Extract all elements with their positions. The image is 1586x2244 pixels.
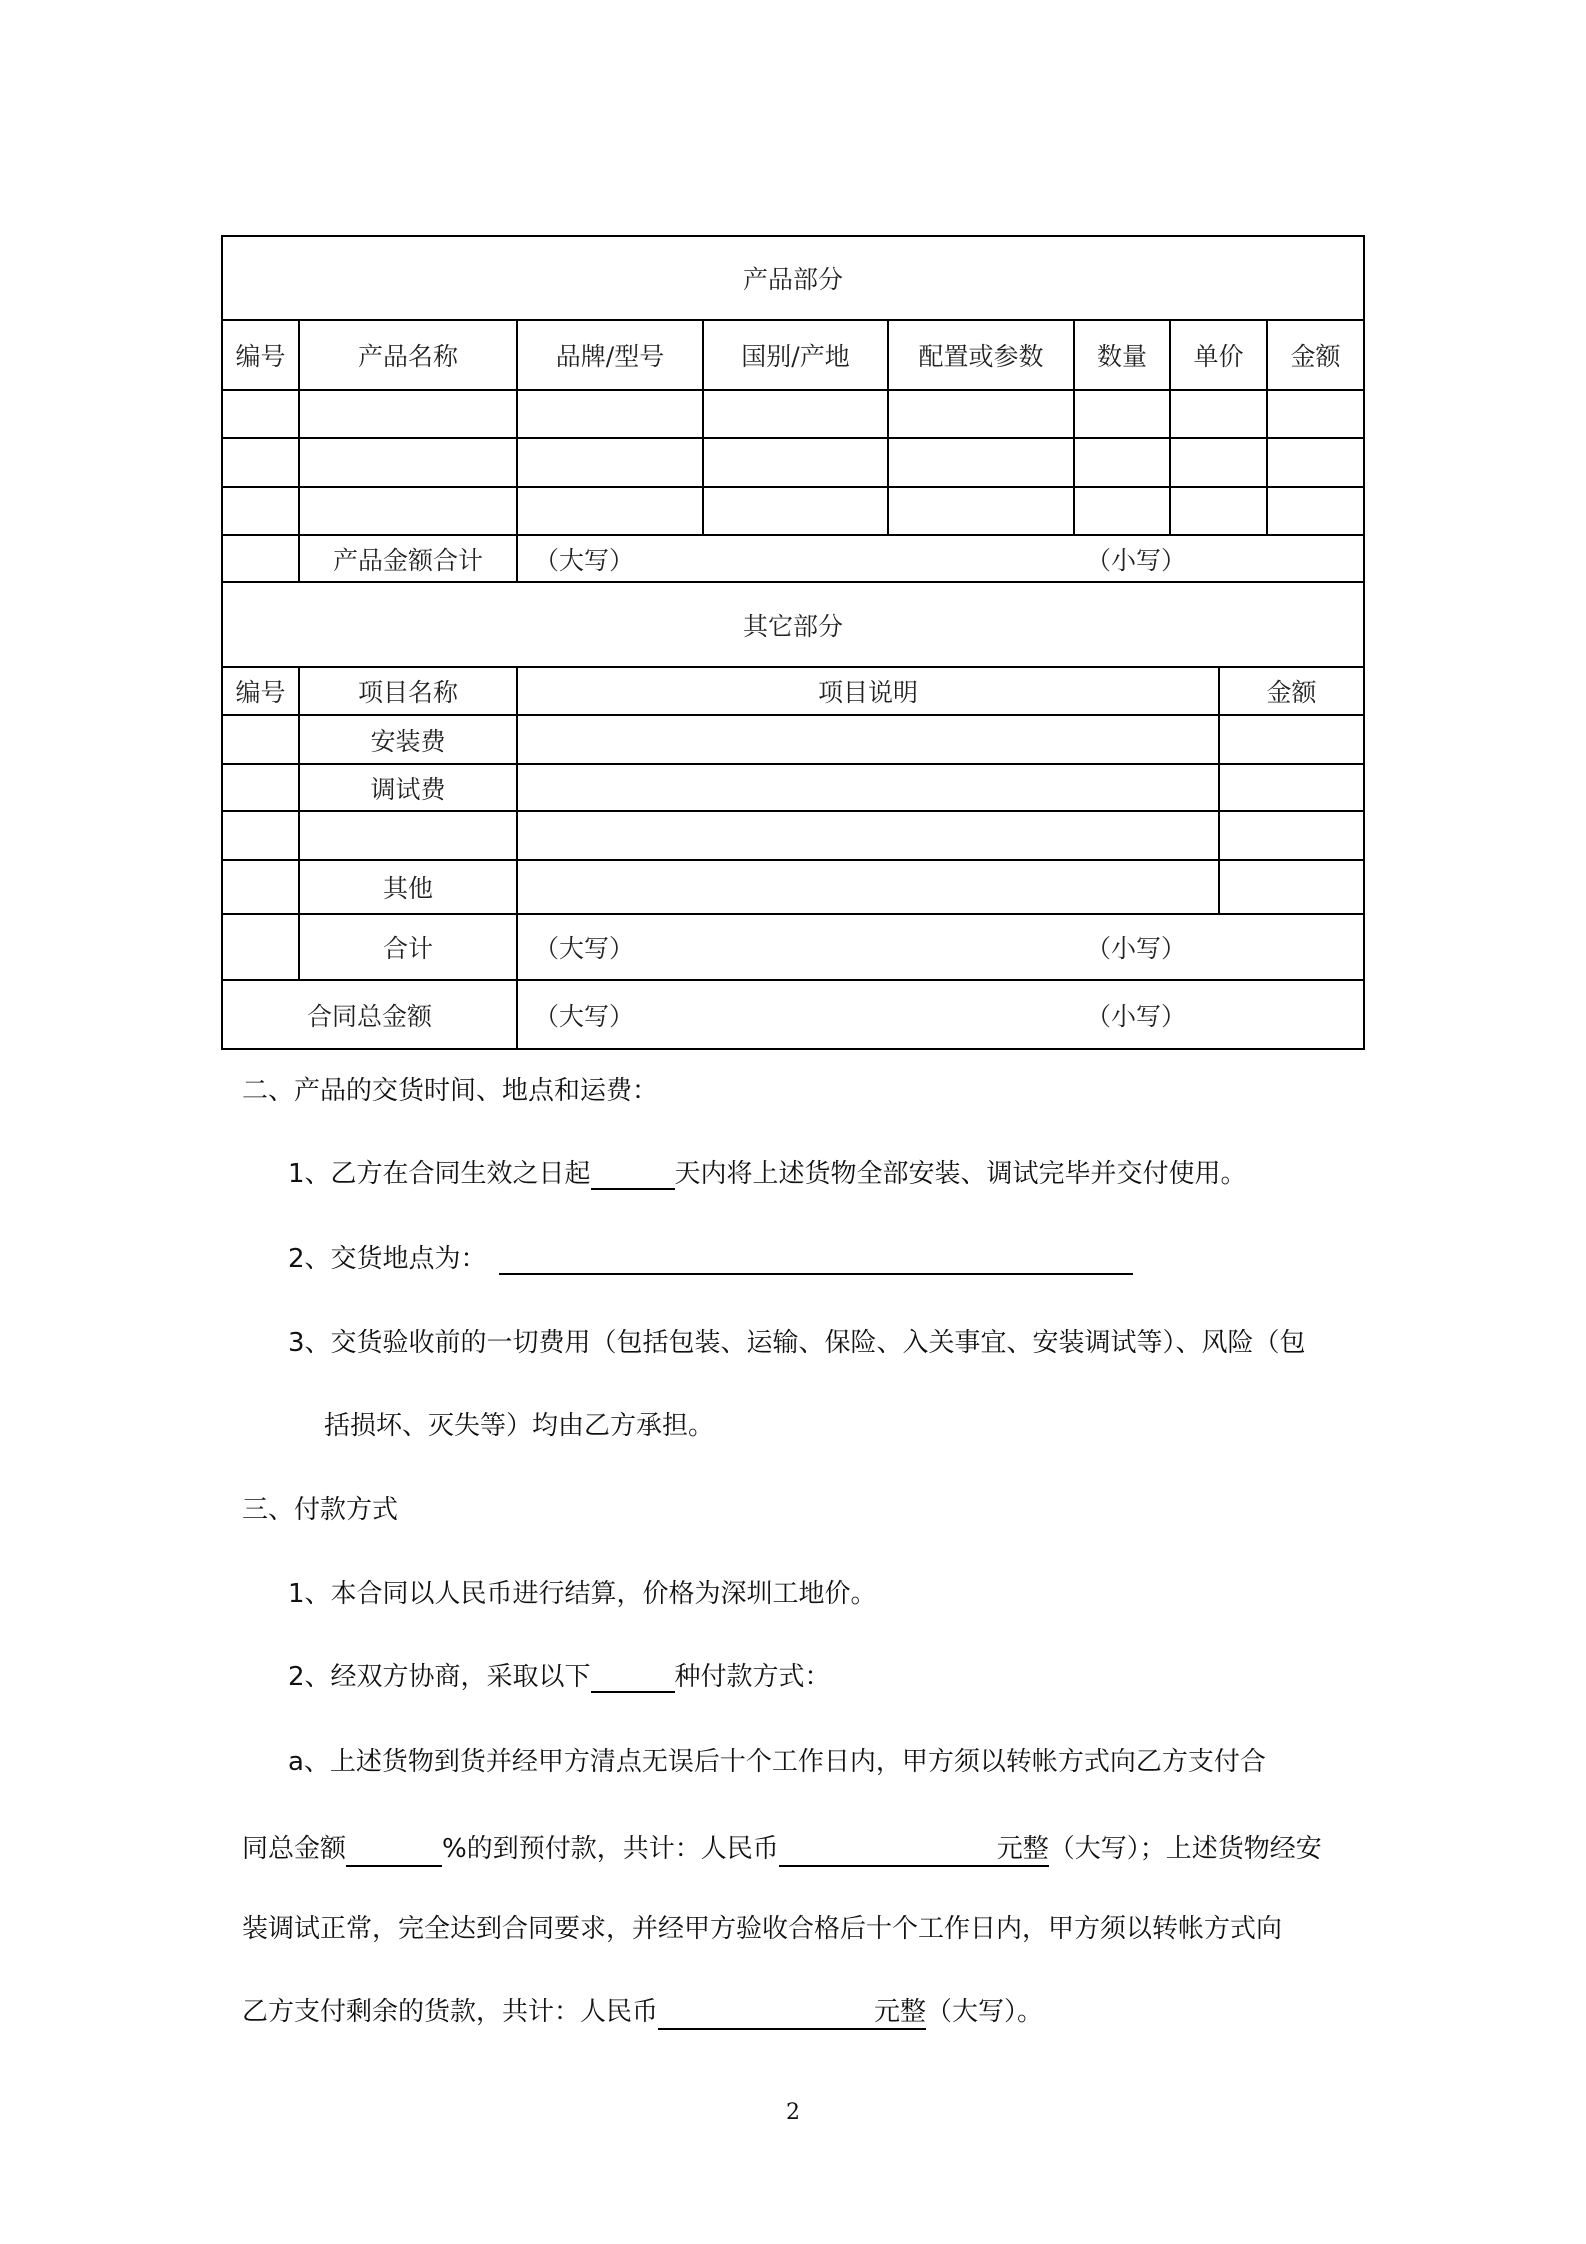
header-amount: 金额 bbox=[1219, 667, 1364, 715]
clause-3-2 bbox=[288, 1656, 831, 1693]
header-config: 配置或参数 bbox=[888, 320, 1074, 390]
item-debug: 调试费 bbox=[299, 764, 517, 811]
section-2-title: 二、产品的交货时间、地点和运费： bbox=[242, 1076, 659, 1106]
table-row bbox=[222, 715, 1364, 764]
item-install: 安装费 bbox=[299, 715, 517, 764]
table-row bbox=[222, 390, 1364, 438]
prepay-amount-blank[interactable] bbox=[779, 1828, 1049, 1867]
other-table bbox=[221, 581, 1365, 1050]
header-brand: 品牌/型号 bbox=[517, 320, 703, 390]
header-amount: 金额 bbox=[1267, 320, 1364, 390]
upper-label: （大写） bbox=[534, 934, 635, 963]
header-qty: 数量 bbox=[1074, 320, 1170, 390]
text: 天内将上述货物全部安装、调试完毕并交付使用。 bbox=[674, 1159, 1247, 1189]
product-total-label: 产品金额合计 bbox=[299, 535, 517, 582]
header-no: 编号 bbox=[222, 320, 299, 390]
clause-3-a-2 bbox=[242, 1828, 1322, 1867]
contract-total-value bbox=[517, 980, 1364, 1049]
text: 元整 bbox=[874, 1997, 927, 2027]
clause-3-1: 1、本合同以人民币进行结算，价格为深圳工地价。 bbox=[288, 1579, 877, 1609]
days-blank[interactable] bbox=[591, 1159, 675, 1190]
table-row bbox=[222, 438, 1364, 487]
text: （大写）。 bbox=[926, 1997, 1044, 2027]
table-row bbox=[222, 487, 1364, 535]
other-section-title: 其它部分 bbox=[222, 582, 1364, 667]
clause-3-a: a、上述货物到货并经甲方清点无误后十个工作日内，甲方须以转帐方式向乙方支付合 bbox=[288, 1747, 1266, 1777]
lower-label: （小写） bbox=[1086, 1001, 1187, 1031]
header-item-name: 项目名称 bbox=[299, 667, 517, 715]
product-total-value bbox=[517, 535, 1364, 582]
upper-label: （大写） bbox=[534, 1001, 635, 1031]
header-item-desc: 项目说明 bbox=[517, 667, 1219, 715]
balance-amount-blank[interactable] bbox=[658, 1991, 926, 2030]
item-other: 其他 bbox=[299, 860, 517, 914]
contract-total-label: 合同总金额 bbox=[222, 980, 517, 1049]
text: 2、交货地点为： bbox=[288, 1244, 487, 1274]
header-no: 编号 bbox=[222, 667, 299, 715]
section-3-title: 三、付款方式 bbox=[242, 1495, 399, 1525]
percent-blank[interactable] bbox=[346, 1836, 442, 1867]
clause-3-a-4 bbox=[242, 1991, 1043, 2030]
table-row bbox=[222, 811, 1364, 860]
clause-2-1 bbox=[288, 1153, 1247, 1190]
text: %的到预付款，共计：人民币 bbox=[442, 1834, 779, 1864]
upper-label: （大写） bbox=[534, 545, 635, 575]
text: （大写）；上述货物经安 bbox=[1048, 1834, 1322, 1864]
lower-label: （小写） bbox=[1086, 934, 1187, 963]
table-row bbox=[222, 860, 1364, 914]
lower-label: （小写） bbox=[1086, 545, 1187, 575]
page-number: 2 bbox=[786, 2100, 800, 2125]
clause-2-3: 3、交货验收前的一切费用（包括包装、运输、保险、入关事宜、安装调试等）、风险（包 bbox=[288, 1328, 1306, 1358]
text: 同总金额 bbox=[242, 1834, 347, 1864]
text: 乙方支付剩余的货款，共计：人民币 bbox=[242, 1997, 659, 2027]
text: 1、乙方在合同生效之日起 bbox=[288, 1159, 591, 1189]
subtotal-value bbox=[517, 914, 1364, 980]
clause-2-3-cont: 括损坏、灭失等）均由乙方承担。 bbox=[324, 1411, 715, 1441]
location-blank[interactable] bbox=[499, 1244, 1133, 1275]
subtotal-label: 合计 bbox=[299, 914, 517, 980]
product-section-title: 产品部分 bbox=[222, 236, 1364, 320]
clause-3-a-3: 装调试正常，完全达到合同要求，并经甲方验收合格后十个工作日内，甲方须以转帐方式向 bbox=[242, 1914, 1283, 1944]
header-name: 产品名称 bbox=[299, 320, 517, 390]
methods-blank[interactable] bbox=[591, 1662, 675, 1693]
text: 2、经双方协商，采取以下 bbox=[288, 1662, 591, 1692]
product-table bbox=[221, 235, 1365, 583]
text: 元整 bbox=[996, 1834, 1049, 1864]
text: 种付款方式： bbox=[674, 1662, 831, 1692]
header-price: 单价 bbox=[1170, 320, 1267, 390]
table-row bbox=[222, 764, 1364, 811]
header-origin: 国别/产地 bbox=[703, 320, 888, 390]
clause-2-2 bbox=[288, 1238, 1133, 1275]
